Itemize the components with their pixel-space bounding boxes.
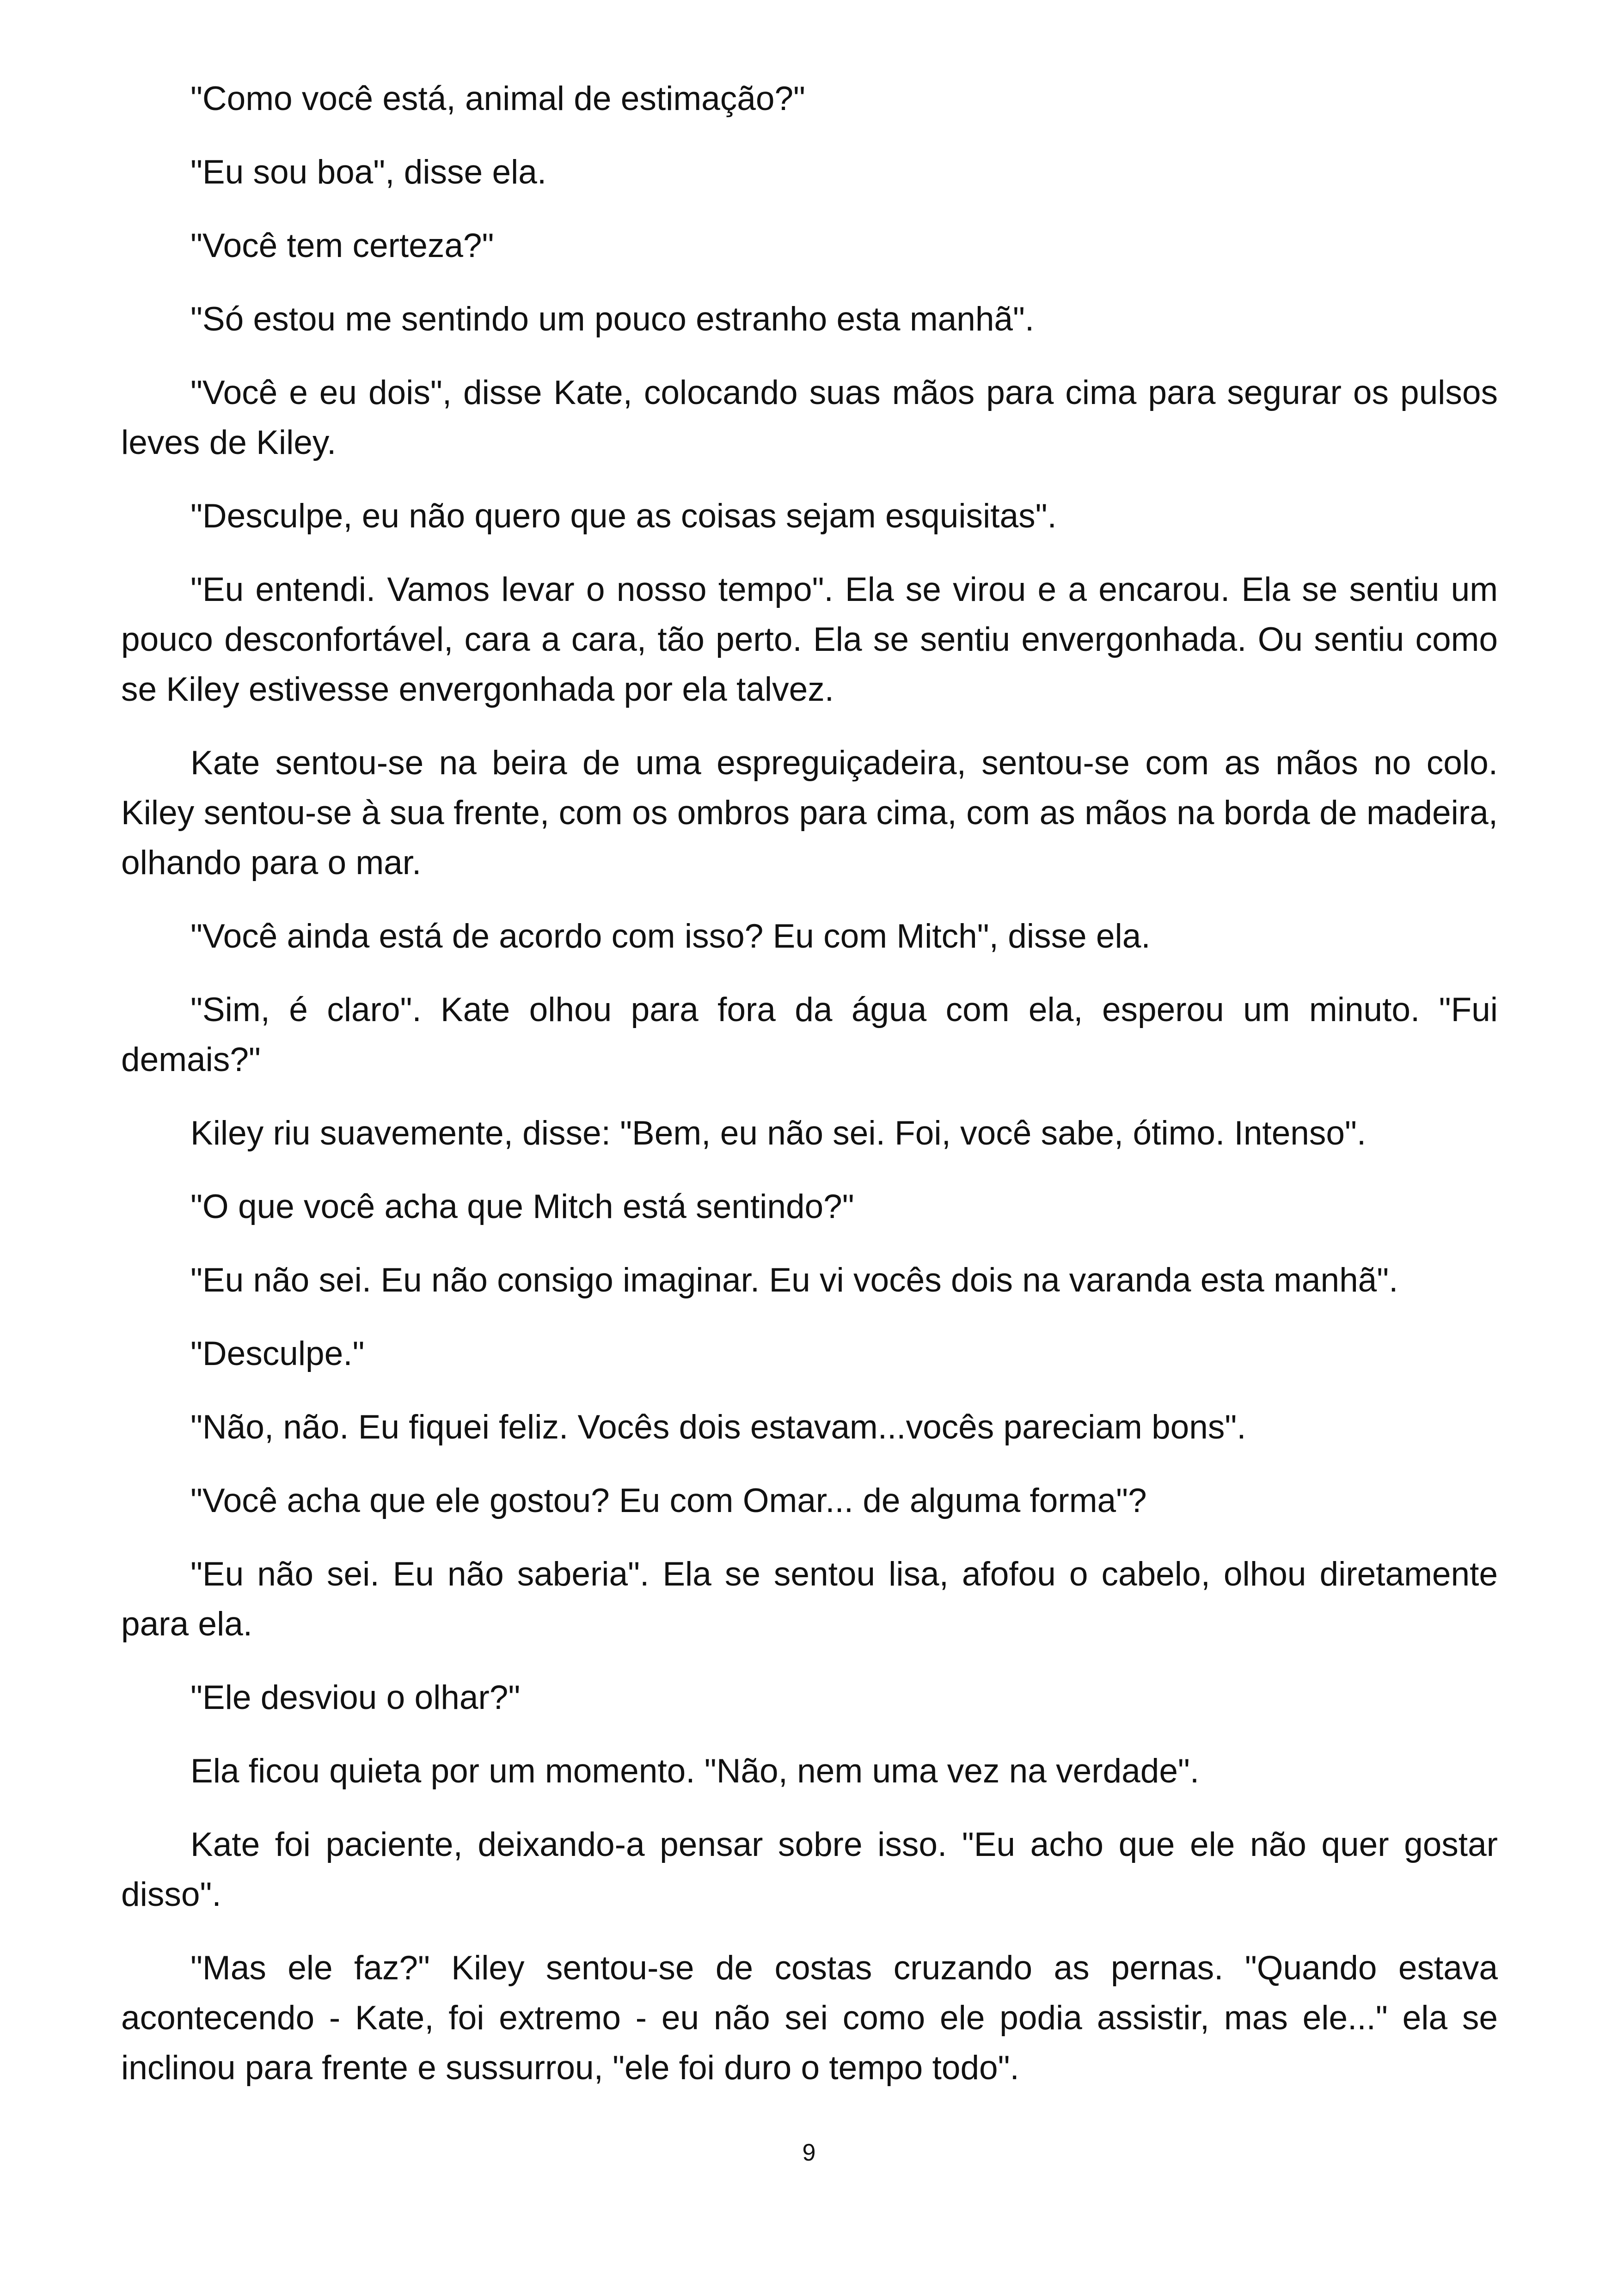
paragraph: "Não, não. Eu fiquei feliz. Vocês dois estavam...vocês pareciam bons". (190, 1408, 1246, 1446)
paragraph: "Desculpe, eu não quero que as coisas sejam esquisitas". (190, 497, 1057, 535)
paragraph: "Eu não sei. Eu não saberia". Ela se sentou lisa, afofou o cabelo, olhou diretamente para ela. (121, 1555, 1498, 1643)
paragraph: "O que você acha que Mitch está sentindo?" (190, 1188, 854, 1225)
paragraph: Ela ficou quieta por um momento. "Não, nem uma vez na verdade". (190, 1752, 1200, 1790)
paragraph: "Eu não sei. Eu não consigo imaginar. Eu vi vocês dois na varanda esta manhã". (190, 1261, 1398, 1299)
body-text (121, 74, 1498, 2117)
paragraph: "Eu sou boa", disse ela. (190, 153, 547, 191)
paragraph: Kate foi paciente, deixando-a pensar sobre isso. "Eu acho que ele não quer gostar disso". (121, 1826, 1498, 1913)
paragraph: "Você e eu dois", disse Kate, colocando suas mãos para cima para segurar os pulsos leves de Kiley. (121, 374, 1498, 461)
paragraph: "Eu entendi. Vamos levar o nosso tempo". Ela se virou e a encarou. Ela se sentiu um pouco desconfortável, cara a cara, tão perto. Ela se sentiu envergonhada. Ou sentiu como se Kiley estivesse envergonhada por ela talvez. (121, 571, 1498, 708)
paragraph: Kiley riu suavemente, disse: "Bem, eu não sei. Foi, você sabe, ótimo. Intenso". (190, 1114, 1367, 1152)
page-number: 9 (802, 2139, 816, 2166)
paragraph: Kate sentou-se na beira de uma espreguiçadeira, sentou-se com as mãos no colo. Kiley sentou-se à sua frente, com os ombros para cima, com as mãos na borda de madeira, olhando para o mar. (121, 744, 1498, 882)
paragraph: "Você tem certeza?" (190, 227, 494, 264)
paragraph: "Sim, é claro". Kate olhou para fora da água com ela, esperou um minuto. "Fui demais?" (121, 991, 1498, 1078)
paragraph: "Mas ele faz?" Kiley sentou-se de costas cruzando as pernas. "Quando estava acontecendo - Kate, foi extremo - eu não sei como ele podia assistir, mas ele..." ela se inclinou para frente e sussurrou, "ele foi duro o tempo todo". (121, 1949, 1498, 2087)
paragraph: "Você ainda está de acordo com isso? Eu com Mitch", disse ela. (190, 918, 1151, 955)
paragraph: "Você acha que ele gostou? Eu com Omar... de alguma forma"? (190, 1482, 1147, 1519)
paragraph: "Só estou me sentindo um pouco estranho esta manhã". (190, 300, 1035, 338)
paragraph: "Ele desviou o olhar?" (190, 1679, 521, 1716)
paragraph: "Como você está, animal de estimação?" (190, 80, 805, 117)
paragraph: "Desculpe." (190, 1335, 365, 1372)
